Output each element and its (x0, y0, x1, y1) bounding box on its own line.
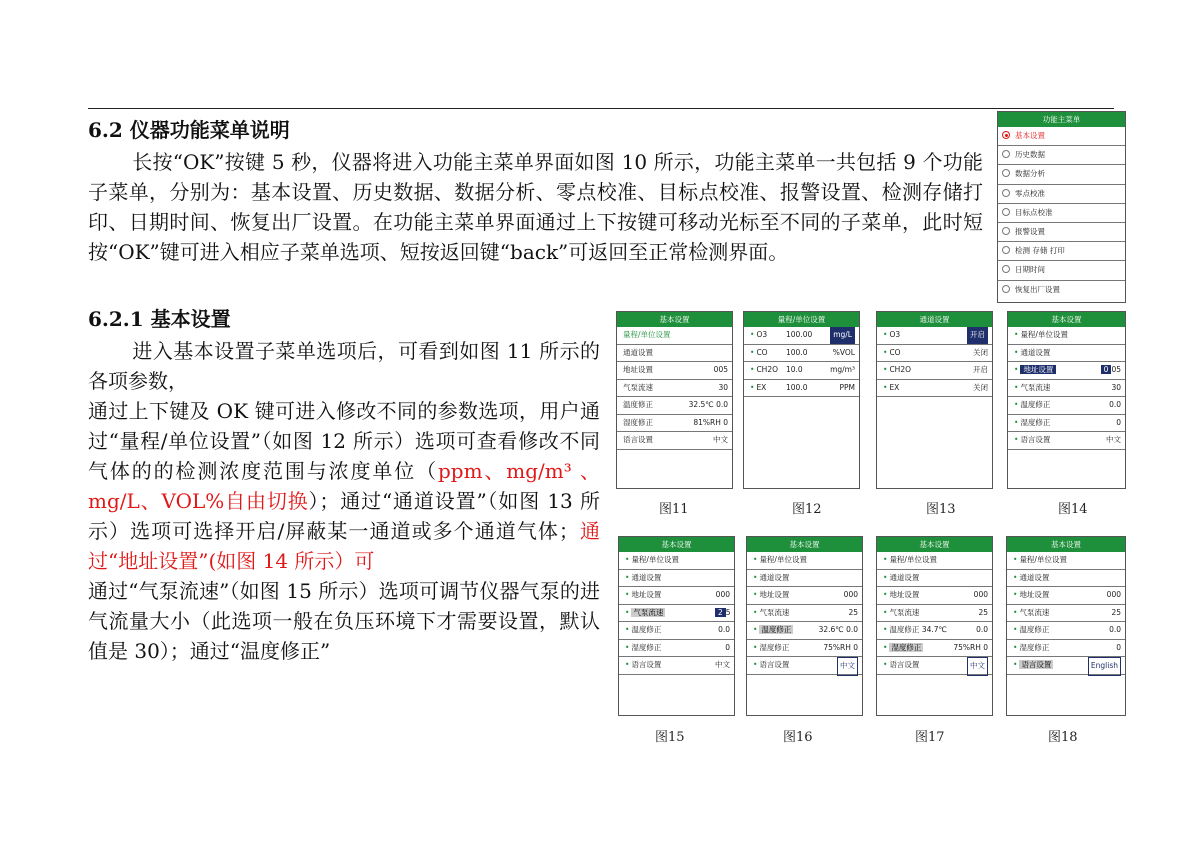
setting-row[interactable]: • 湿度修正 0 (1007, 640, 1125, 658)
fig13-caption: 图13 (926, 502, 956, 517)
setting-row[interactable]: • 地址设置 000 (747, 587, 862, 605)
fig15-screen (618, 536, 735, 716)
fig16-caption: 图16 (783, 730, 813, 745)
setting-row[interactable]: • 量程/单位设置 (1007, 552, 1125, 570)
setting-row[interactable]: 量程/单位设置 (617, 327, 732, 345)
screen-title: 通道设置 (877, 312, 992, 327)
setting-row[interactable]: • 气泵流速 25 (1007, 605, 1125, 623)
setting-row[interactable]: • 地址设置 0 05 (1008, 362, 1125, 380)
screen-title: 基本设置 (877, 537, 992, 552)
radio-icon (1002, 169, 1010, 177)
setting-row[interactable]: • 温度修正 0.0 (1007, 622, 1125, 640)
main-menu-screen (997, 111, 1126, 303)
setting-row[interactable]: • 温度修正 0.0 (1008, 397, 1125, 415)
setting-row[interactable]: • 湿度修正 0 (619, 640, 734, 658)
menu-item[interactable]: 日期时间 (998, 261, 1125, 280)
setting-row[interactable]: • 语言设置 中文 (747, 657, 862, 675)
setting-row[interactable]: • 湿度修正 75%RH 0 (877, 640, 992, 658)
menu-item[interactable]: 目标点校准 (998, 204, 1125, 223)
fig13-screen (876, 311, 993, 489)
setting-row[interactable]: • 量程/单位设置 (877, 552, 992, 570)
setting-row[interactable]: • 量程/单位设置 (747, 552, 862, 570)
menu-item[interactable]: 数据分析 (998, 165, 1125, 184)
range-row[interactable]: • CO 100.0 %VOL (744, 345, 859, 363)
channel-row[interactable]: • CO 关闭 (877, 345, 992, 363)
setting-row[interactable]: • 通道设置 (1008, 345, 1125, 363)
radio-icon (1002, 208, 1010, 216)
fig17-caption: 图17 (915, 730, 945, 745)
radio-icon (1002, 265, 1010, 273)
setting-row[interactable]: 温度修正 32.5℃ 0.0 (617, 397, 732, 415)
fig17-screen (876, 536, 993, 716)
radio-icon (1002, 285, 1010, 293)
screen-title: 基本设置 (619, 537, 734, 552)
setting-row[interactable]: • 湿度修正 0 (1008, 415, 1125, 433)
fig16-screen (746, 536, 863, 716)
menu-item[interactable]: 报警设置 (998, 223, 1125, 242)
fig11-caption: 图11 (659, 502, 689, 517)
setting-row[interactable]: • 通道设置 (747, 570, 862, 588)
setting-row[interactable]: • 气泵流速 25 (747, 605, 862, 623)
screen-title: 基本设置 (617, 312, 732, 327)
setting-row[interactable]: • 气泵流速 30 (1008, 380, 1125, 398)
fig18-caption: 图18 (1048, 730, 1078, 745)
subsection-body: 进入基本设置子菜单选项后，可看到如图 11 所示的各项参数， 通过上下键及 OK 键可进入修改不同的参数选项，用户通过“量程/单位设置”（如图 12 所示）选项可查看修改不同气体的的检测浓度范围与浓度单位（ppm、mg/m³ 、mg/L、VOL%自由切换）；通过“通道设置”（如图 13 所示）选项可选择开启/屏蔽某一通道或多个通道气体；通过“地址设置”(如图 14 所示）可 通过“气泵流速”（如图 15 所示）选项可调节仪器气泵的进气流量大小（此选项一般在负压环境下才需要设置，默认值是 30）；通过“温度修正” (88, 339, 601, 663)
setting-row[interactable]: • 语言设置 中文 (877, 657, 992, 675)
subsection-title: 6.2.1 基本设置 (88, 307, 231, 331)
menu-item[interactable]: 零点校准 (998, 185, 1125, 204)
menu-item[interactable]: 历史数据 (998, 146, 1125, 165)
fig14-screen (1007, 311, 1126, 489)
setting-row[interactable]: • 通道设置 (619, 570, 734, 588)
radio-icon (1002, 246, 1010, 254)
radio-icon (1002, 227, 1010, 235)
menu-item[interactable]: 基本设置 (998, 127, 1125, 146)
fig12-screen (743, 311, 860, 489)
fig12-caption: 图12 (792, 502, 822, 517)
setting-row[interactable]: • 湿度修正 75%RH 0 (747, 640, 862, 658)
fig11-screen (616, 311, 733, 489)
range-row[interactable]: • CH2O 10.0 mg/m³ (744, 362, 859, 380)
radio-selected-icon (1002, 131, 1010, 139)
setting-row[interactable]: • 语言设置 中文 (1008, 432, 1125, 450)
radio-icon (1002, 150, 1010, 158)
setting-row[interactable]: • 温度修正 34.7℃ 0.0 (877, 622, 992, 640)
screen-title: 基本设置 (1007, 537, 1125, 552)
setting-row[interactable]: • 温度修正 0.0 (619, 622, 734, 640)
setting-row[interactable]: • 地址设置 000 (877, 587, 992, 605)
setting-row[interactable]: 湿度修正 81%RH 0 (617, 415, 732, 433)
setting-row[interactable]: • 通道设置 (877, 570, 992, 588)
screen-title: 基本设置 (1008, 312, 1125, 327)
fig18-screen (1006, 536, 1126, 716)
fig15-caption: 图15 (655, 730, 685, 745)
setting-row[interactable]: • 地址设置 000 (1007, 587, 1125, 605)
main-menu-title: 功能主菜单 (998, 112, 1125, 127)
setting-row[interactable]: • 通道设置 (1007, 570, 1125, 588)
setting-row[interactable]: 通道设置 (617, 345, 732, 363)
setting-row[interactable]: 气泵流速 30 (617, 380, 732, 398)
fig14-caption: 图14 (1058, 502, 1088, 517)
menu-item[interactable]: 检测 存储 打印 (998, 242, 1125, 261)
setting-row[interactable]: • 语言设置 English (1007, 657, 1125, 675)
setting-row[interactable]: • 量程/单位设置 (619, 552, 734, 570)
setting-row[interactable]: • 量程/单位设置 (1008, 327, 1125, 345)
setting-row[interactable]: • 温度修正 32.6℃ 0.0 (747, 622, 862, 640)
channel-row[interactable]: • EX 关闭 (877, 380, 992, 398)
setting-row[interactable]: 地址设置 005 (617, 362, 732, 380)
section-title: 6.2 仪器功能菜单说明 (88, 118, 290, 142)
range-row[interactable]: • O3 100.00 mg/L (744, 327, 859, 345)
menu-item[interactable]: 恢复出厂设置 (998, 281, 1125, 299)
setting-row[interactable]: • 地址设置 000 (619, 587, 734, 605)
screen-title: 量程/单位设置 (744, 312, 859, 327)
screen-title: 基本设置 (747, 537, 862, 552)
channel-row[interactable]: • O3 开启 (877, 327, 992, 345)
setting-row[interactable]: 语言设置 中文 (617, 432, 732, 450)
header-rule (88, 108, 1114, 109)
setting-row[interactable]: • 语言设置 中文 (619, 657, 734, 675)
section-paragraph: 长按“OK”按键 5 秒，仪器将进入功能主菜单界面如图 10 所示，功能主菜单一共包括 9 个功能子菜单，分别为：基本设置、历史数据、数据分析、零点校准、目标点校准、报警设置、检测存储打印、日期时间、恢复出厂设置。在功能主菜单界面通过上下按键可移动光标至不同的子菜单，此时短按“OK”键可进入相应子菜单选项、短按返回键“back”可返回至正常检测界面。 (88, 150, 983, 264)
setting-row[interactable]: • 气泵流速 2 5 (619, 605, 734, 623)
range-row[interactable]: • EX 100.0 PPM (744, 380, 859, 398)
channel-row[interactable]: • CH2O 开启 (877, 362, 992, 380)
radio-icon (1002, 189, 1010, 197)
setting-row[interactable]: • 气泵流速 25 (877, 605, 992, 623)
